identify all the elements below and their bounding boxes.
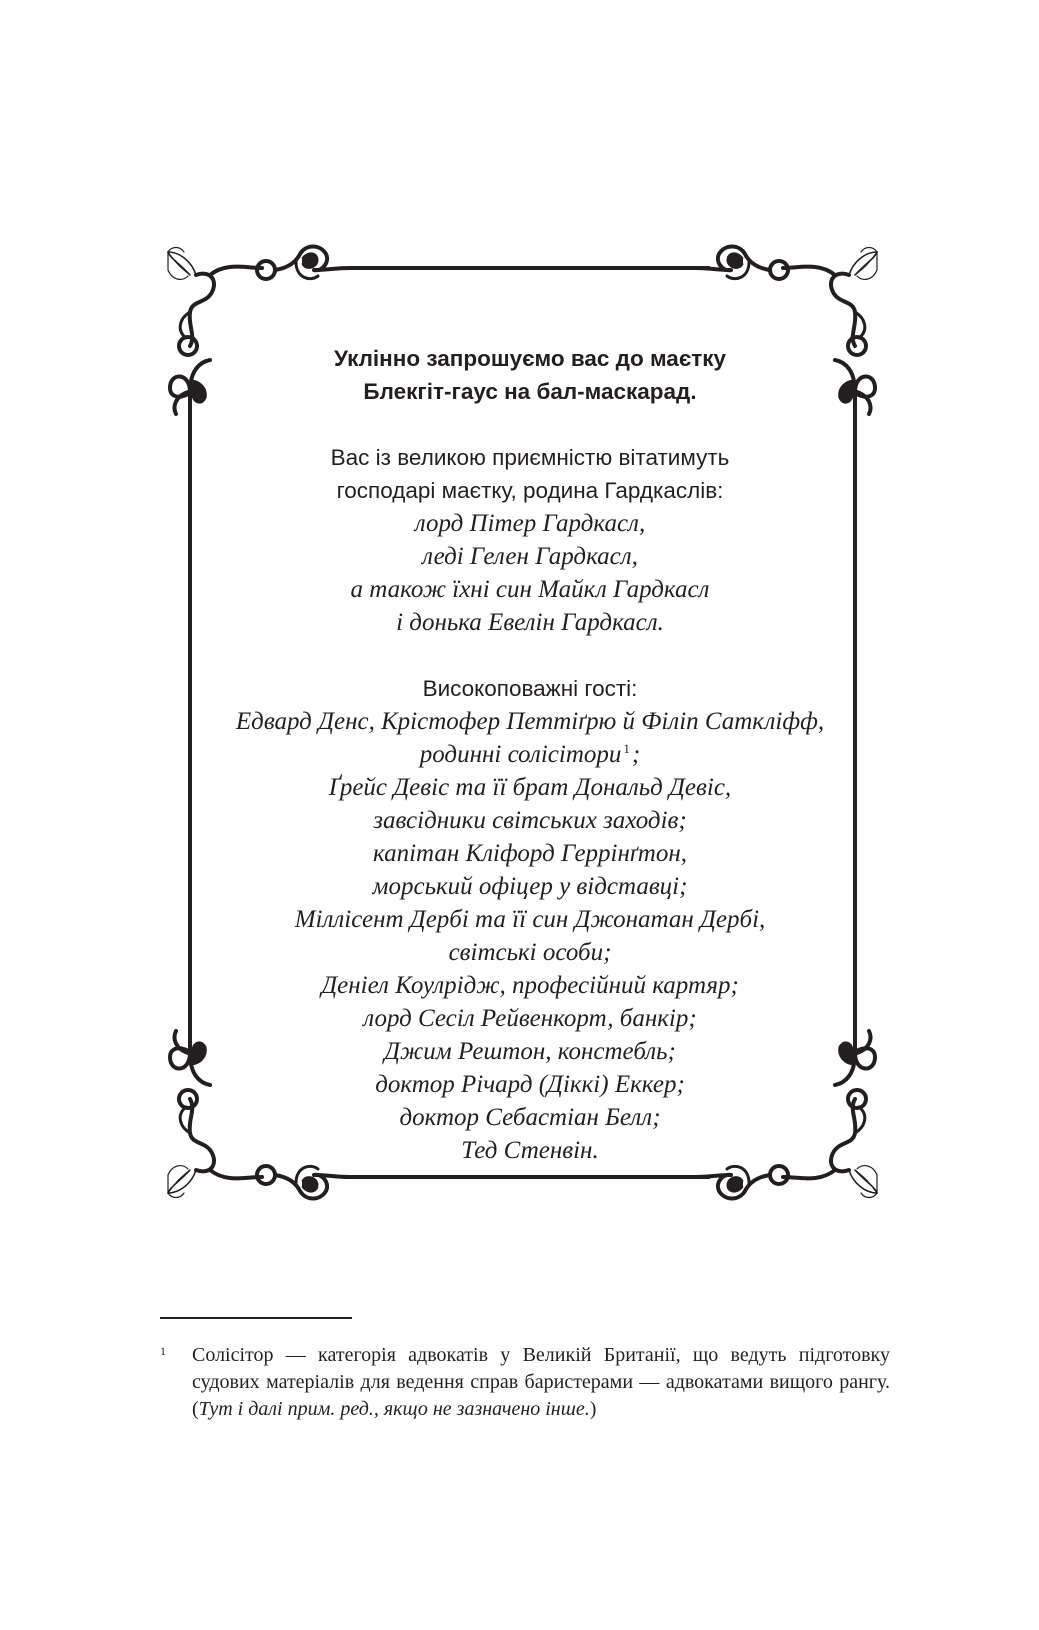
footnote-text: Солісітор — категорія адвокатів у Великій Британії, що ведуть підготовку судових матеріалів для ведення справ баристерами — адвокатами вищого рангу. ( xyxy=(192,1344,890,1420)
host-name: леді Гелен Гардкасл, xyxy=(422,543,638,570)
footnote-reference: 1 xyxy=(623,740,630,756)
host-name: лорд Пітер Гардкасл, xyxy=(414,510,646,537)
guest-line: Ґрейс Девіс та її брат Дональд Девіс, xyxy=(328,774,732,801)
host-name: а також їхні син Майкл Гардкасл xyxy=(350,576,710,603)
footnote-divider xyxy=(160,1317,352,1319)
guest-line: Едвард Денс, Крістофер Петтіґрю й Філіп Саткліфф, xyxy=(235,708,825,735)
guest-line-punctuation: ; xyxy=(631,741,641,768)
guest-line: Міллісент Дербі та її син Джонатан Дербі, xyxy=(294,906,766,933)
footnote-close: ) xyxy=(589,1398,597,1420)
hosts-intro-line-1: Вас із великою приємністю вітатимуть xyxy=(330,445,730,470)
invitation-heading-line-1: Уклінно запрошуємо вас до маєтку xyxy=(333,346,727,371)
invitation-heading-line-2: Блекгіт-гаус на бал-маскарад. xyxy=(363,379,697,404)
guest-line: завсідники світських заходів; xyxy=(373,807,687,834)
invitation-text xyxy=(215,342,845,1167)
guest-line: капітан Кліфорд Геррінґтон, xyxy=(373,840,687,867)
guest-line: доктор Річард (Діккі) Еккер; xyxy=(375,1071,685,1098)
host-name: і донька Евелін Гардкасл. xyxy=(396,609,664,636)
hosts-intro-line-2: господарі маєтку, родина Гардкаслів: xyxy=(336,478,724,503)
footnote-number: 1 xyxy=(160,1344,166,1358)
guest-line: Тед Стенвін. xyxy=(461,1137,599,1164)
guests-intro: Високоповажні гості: xyxy=(422,676,638,701)
footnote xyxy=(160,1342,890,1423)
guest-line: морський офіцер у відставці; xyxy=(372,873,688,900)
guest-line-with-footnote xyxy=(215,738,845,771)
guest-line-text: родинні солісітори xyxy=(419,741,622,768)
guest-line: лорд Сесіл Рейвенкорт, банкір; xyxy=(363,1005,697,1032)
footnote-italic-note: Тут і далі прим. ред., якщо не зазначено інше. xyxy=(198,1398,590,1420)
guest-line: світські особи; xyxy=(448,939,612,966)
guest-line: доктор Себастіан Белл; xyxy=(399,1104,661,1131)
guest-line: Деніел Коулрідж, професійний картяр; xyxy=(321,972,739,999)
guest-line: Джим Рештон, констебль; xyxy=(384,1038,676,1065)
footnote-body xyxy=(192,1342,890,1423)
